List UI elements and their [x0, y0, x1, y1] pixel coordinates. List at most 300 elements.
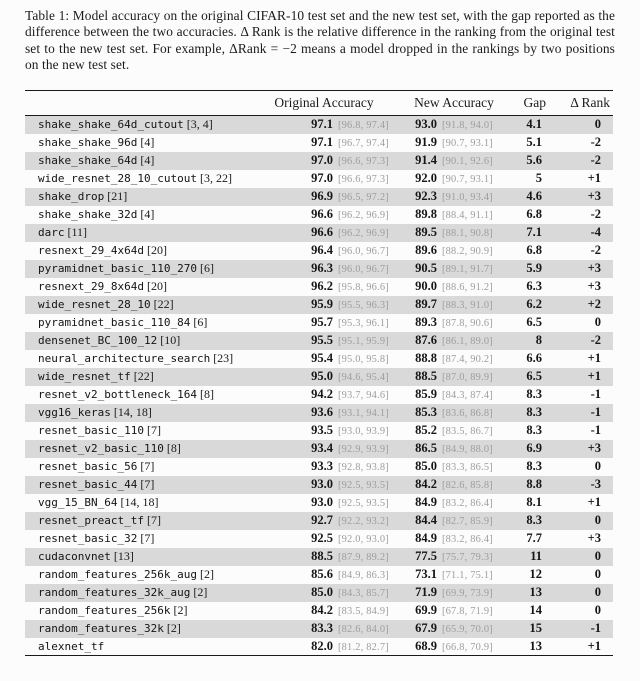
new-accuracy-ci: [66.8, 70.9] — [442, 641, 493, 653]
new-accuracy-ci: [82.7, 85.9] — [442, 516, 493, 528]
model-cell — [25, 494, 253, 512]
citation: [6] — [199, 261, 214, 276]
col-header-original-accuracy: Original Accuracy — [253, 91, 395, 116]
original-accuracy-cell — [253, 260, 395, 278]
results-table — [25, 90, 613, 656]
model-cell — [25, 170, 253, 188]
delta-rank-cell: 0 — [594, 585, 601, 600]
table-row — [25, 602, 613, 620]
model-name: densenet_BC_100_12 — [38, 334, 158, 348]
table-row — [25, 170, 613, 188]
original-accuracy-ci: [95.8, 96.6] — [338, 282, 389, 294]
delta-rank-cell: +1 — [587, 369, 601, 384]
model-cell — [25, 278, 253, 296]
gap-cell: 4.6 — [526, 189, 542, 204]
gap-cell: 5.6 — [526, 153, 542, 168]
col-header-gap: Gap — [513, 91, 553, 116]
model-name: wide_resnet_28_10_cutout — [38, 172, 197, 186]
original-accuracy-cell — [253, 602, 395, 620]
delta-rank-cell: -3 — [590, 477, 601, 492]
new-accuracy-ci: [87.4, 90.2] — [442, 354, 493, 366]
original-accuracy-ci: [96.2, 96.9] — [338, 228, 389, 240]
delta-rank-cell: +3 — [587, 531, 601, 546]
model-name: pyramidnet_basic_110_270 — [38, 262, 197, 276]
original-accuracy-value: 96.9 — [311, 189, 333, 204]
citation: [2] — [173, 603, 188, 618]
model-name: resnet_basic_32 — [38, 532, 138, 546]
gap-cell: 13 — [529, 638, 542, 653]
gap-cell: 8.3 — [526, 513, 542, 528]
new-accuracy-ci: [71.1, 75.1] — [442, 570, 493, 582]
gap-cell: 6.2 — [526, 297, 542, 312]
original-accuracy-value: 93.0 — [311, 477, 333, 492]
new-accuracy-value: 88.5 — [415, 369, 437, 384]
original-accuracy-value: 96.6 — [311, 225, 333, 240]
delta-rank-cell: +3 — [587, 189, 601, 204]
table-row — [25, 242, 613, 260]
col-header-model — [25, 91, 253, 116]
gap-cell: 5.1 — [526, 135, 542, 150]
new-accuracy-cell — [395, 638, 513, 656]
gap-cell: 12 — [529, 567, 542, 582]
new-accuracy-cell — [395, 152, 513, 170]
new-accuracy-cell — [395, 170, 513, 188]
delta-rank-cell: 0 — [594, 459, 601, 474]
original-accuracy-ci: [95.1, 95.9] — [338, 336, 389, 348]
new-accuracy-ci: [88.1, 90.8] — [442, 228, 493, 240]
table-row — [25, 440, 613, 458]
new-accuracy-cell — [395, 278, 513, 296]
original-accuracy-ci: [92.5, 93.5] — [338, 480, 389, 492]
original-accuracy-value: 95.4 — [311, 351, 333, 366]
original-accuracy-cell — [253, 386, 395, 404]
delta-rank-cell: 0 — [594, 117, 601, 132]
new-accuracy-ci: [83.5, 86.7] — [442, 426, 493, 438]
model-name: vgg_15_BN_64 — [38, 496, 118, 510]
original-accuracy-cell — [253, 314, 395, 332]
new-accuracy-cell — [395, 260, 513, 278]
model-cell — [25, 134, 253, 152]
model-cell — [25, 476, 253, 494]
citation: [10] — [160, 333, 181, 348]
original-accuracy-cell — [253, 188, 395, 206]
original-accuracy-ci: [92.0, 93.0] — [338, 534, 389, 546]
new-accuracy-cell — [395, 440, 513, 458]
new-accuracy-cell — [395, 224, 513, 242]
original-accuracy-value: 97.1 — [311, 117, 333, 132]
original-accuracy-value: 88.5 — [311, 549, 333, 564]
model-name: resnet_basic_56 — [38, 460, 138, 474]
new-accuracy-cell — [395, 296, 513, 314]
model-cell — [25, 332, 253, 350]
table-row — [25, 368, 613, 386]
delta-rank-cell: 0 — [594, 567, 601, 582]
table-row — [25, 206, 613, 224]
original-accuracy-ci: [96.5, 97.2] — [338, 192, 389, 204]
model-cell — [25, 188, 253, 206]
original-accuracy-cell — [253, 350, 395, 368]
model-cell — [25, 440, 253, 458]
delta-rank-cell: -2 — [590, 153, 601, 168]
original-accuracy-cell — [253, 404, 395, 422]
model-cell — [25, 296, 253, 314]
table-row — [25, 224, 613, 242]
new-accuracy-value: 93.0 — [415, 117, 437, 132]
new-accuracy-cell — [395, 620, 513, 638]
delta-rank-cell: +3 — [587, 279, 601, 294]
original-accuracy-cell — [253, 548, 395, 566]
gap-cell: 8.3 — [526, 405, 542, 420]
original-accuracy-value: 82.0 — [311, 638, 333, 653]
new-accuracy-ci: [91.8, 94.0] — [442, 120, 493, 132]
delta-rank-cell: +1 — [587, 351, 601, 366]
model-name: cudaconvnet — [38, 550, 111, 564]
citation: [7] — [146, 513, 161, 528]
model-cell — [25, 458, 253, 476]
new-accuracy-cell — [395, 116, 513, 134]
model-name: wide_resnet_tf — [38, 370, 131, 384]
delta-rank-cell: 0 — [594, 603, 601, 618]
new-accuracy-value: 91.4 — [415, 153, 437, 168]
new-accuracy-value: 89.5 — [415, 225, 437, 240]
new-accuracy-value: 71.9 — [415, 585, 437, 600]
model-cell — [25, 386, 253, 404]
original-accuracy-ci: [96.2, 96.9] — [338, 210, 389, 222]
new-accuracy-ci: [87.0, 89.9] — [442, 372, 493, 384]
table-row — [25, 530, 613, 548]
original-accuracy-ci: [93.7, 94.6] — [338, 390, 389, 402]
original-accuracy-cell — [253, 584, 395, 602]
new-accuracy-ci: [86.1, 89.0] — [442, 336, 493, 348]
new-accuracy-value: 90.0 — [415, 279, 437, 294]
new-accuracy-value: 68.9 — [415, 638, 437, 653]
gap-cell: 14 — [529, 603, 542, 618]
citation: [7] — [140, 531, 155, 546]
model-cell — [25, 152, 253, 170]
original-accuracy-value: 96.6 — [311, 207, 333, 222]
new-accuracy-value: 88.8 — [415, 351, 437, 366]
original-accuracy-ci: [96.6, 97.3] — [338, 174, 389, 186]
original-accuracy-cell — [253, 638, 395, 656]
new-accuracy-ci: [88.4, 91.1] — [442, 210, 493, 222]
model-cell — [25, 350, 253, 368]
citation: [11] — [67, 225, 88, 240]
gap-cell: 7.7 — [526, 531, 542, 546]
new-accuracy-cell — [395, 512, 513, 530]
new-accuracy-ci: [84.3, 87.4] — [442, 390, 493, 402]
citation: [8] — [166, 441, 181, 456]
model-cell — [25, 422, 253, 440]
gap-cell: 8.8 — [526, 477, 542, 492]
citation: [6] — [193, 315, 208, 330]
new-accuracy-cell — [395, 134, 513, 152]
original-accuracy-ci: [92.9, 93.9] — [338, 444, 389, 456]
model-name: resnet_v2_basic_110 — [38, 442, 164, 456]
delta-rank-cell: -2 — [590, 333, 601, 348]
original-accuracy-value: 94.2 — [311, 387, 333, 402]
original-accuracy-ci: [82.6, 84.0] — [338, 624, 389, 636]
new-accuracy-ci: [87.8, 90.6] — [442, 318, 493, 330]
new-accuracy-value: 84.4 — [415, 513, 437, 528]
new-accuracy-value: 84.9 — [415, 531, 437, 546]
original-accuracy-cell — [253, 368, 395, 386]
original-accuracy-value: 84.2 — [311, 603, 333, 618]
gap-cell: 11 — [530, 549, 542, 564]
delta-rank-cell: 0 — [594, 315, 601, 330]
original-accuracy-value: 92.5 — [311, 531, 333, 546]
model-name: pyramidnet_basic_110_84 — [38, 316, 191, 330]
original-accuracy-cell — [253, 620, 395, 638]
model-name: resnet_preact_tf — [38, 514, 144, 528]
citation: [22] — [133, 369, 154, 384]
original-accuracy-value: 95.0 — [311, 369, 333, 384]
citation: [2] — [193, 585, 208, 600]
table-row — [25, 260, 613, 278]
table-body — [25, 116, 613, 656]
new-accuracy-ci: [67.8, 71.9] — [442, 606, 493, 618]
new-accuracy-cell — [395, 548, 513, 566]
citation: [20] — [146, 243, 167, 258]
table-row — [25, 566, 613, 584]
table-row — [25, 296, 613, 314]
model-name: shake_shake_64d — [38, 154, 138, 168]
new-accuracy-cell — [395, 314, 513, 332]
new-accuracy-ci: [75.7, 79.3] — [442, 552, 493, 564]
model-cell — [25, 620, 253, 638]
citation: [13] — [113, 549, 134, 564]
table-row — [25, 350, 613, 368]
original-accuracy-value: 96.4 — [311, 243, 333, 258]
delta-rank-cell: -1 — [590, 405, 601, 420]
new-accuracy-ci: [90.7, 93.1] — [442, 174, 493, 186]
model-name: neural_architecture_search — [38, 352, 211, 366]
model-cell — [25, 260, 253, 278]
original-accuracy-value: 97.0 — [311, 153, 333, 168]
model-cell — [25, 602, 253, 620]
new-accuracy-value: 85.3 — [415, 405, 437, 420]
original-accuracy-cell — [253, 476, 395, 494]
col-header-delta-rank: Δ Rank — [553, 91, 613, 116]
gap-cell: 8.3 — [526, 423, 542, 438]
original-accuracy-ci: [95.3, 96.1] — [338, 318, 389, 330]
new-accuracy-ci: [82.6, 85.8] — [442, 480, 493, 492]
delta-rank-cell: -2 — [590, 135, 601, 150]
gap-cell: 7.1 — [526, 225, 542, 240]
model-cell — [25, 566, 253, 584]
model-name: wide_resnet_28_10 — [38, 298, 151, 312]
model-name: vgg16_keras — [38, 406, 111, 420]
original-accuracy-cell — [253, 242, 395, 260]
gap-cell: 5 — [535, 171, 542, 186]
table-row — [25, 476, 613, 494]
original-accuracy-cell — [253, 440, 395, 458]
model-name: darc — [38, 226, 65, 240]
new-accuracy-cell — [395, 188, 513, 206]
new-accuracy-value: 85.0 — [415, 459, 437, 474]
original-accuracy-ci: [95.5, 96.3] — [338, 300, 389, 312]
delta-rank-cell: +2 — [587, 297, 601, 312]
new-accuracy-cell — [395, 404, 513, 422]
new-accuracy-value: 86.5 — [415, 441, 437, 456]
original-accuracy-ci: [84.3, 85.7] — [338, 588, 389, 600]
citation: [21] — [107, 189, 128, 204]
paper-page — [0, 8, 640, 656]
delta-rank-cell: -4 — [590, 225, 601, 240]
original-accuracy-value: 85.6 — [311, 567, 333, 582]
new-accuracy-ci: [65.9, 70.0] — [442, 624, 493, 636]
model-name: shake_drop — [38, 190, 105, 204]
new-accuracy-cell — [395, 206, 513, 224]
citation: [4] — [140, 135, 155, 150]
table-row — [25, 404, 613, 422]
new-accuracy-ci: [90.1, 92.6] — [442, 156, 493, 168]
original-accuracy-cell — [253, 296, 395, 314]
model-name: resnext_29_8x64d — [38, 280, 144, 294]
citation: [7] — [140, 459, 155, 474]
new-accuracy-cell — [395, 476, 513, 494]
original-accuracy-ci: [81.2, 82.7] — [338, 641, 389, 653]
table-row — [25, 638, 613, 656]
new-accuracy-value: 92.3 — [415, 189, 437, 204]
gap-cell: 6.8 — [526, 243, 542, 258]
new-accuracy-cell — [395, 422, 513, 440]
gap-cell: 6.6 — [526, 351, 542, 366]
original-accuracy-value: 83.3 — [311, 621, 333, 636]
new-accuracy-value: 89.6 — [415, 243, 437, 258]
citation: [20] — [146, 279, 167, 294]
original-accuracy-value: 85.0 — [311, 585, 333, 600]
original-accuracy-cell — [253, 494, 395, 512]
original-accuracy-value: 93.4 — [311, 441, 333, 456]
table-row — [25, 458, 613, 476]
citation: [7] — [140, 477, 155, 492]
original-accuracy-ci: [96.7, 97.4] — [338, 138, 389, 150]
original-accuracy-value: 95.9 — [311, 297, 333, 312]
original-accuracy-cell — [253, 134, 395, 152]
original-accuracy-ci: [96.0, 96.7] — [338, 246, 389, 258]
gap-cell: 8 — [535, 333, 542, 348]
citation: [2] — [199, 567, 214, 582]
original-accuracy-value: 96.2 — [311, 279, 333, 294]
new-accuracy-cell — [395, 368, 513, 386]
new-accuracy-value: 84.9 — [415, 495, 437, 510]
new-accuracy-value: 89.3 — [415, 315, 437, 330]
delta-rank-cell: +3 — [587, 441, 601, 456]
original-accuracy-value: 95.5 — [311, 333, 333, 348]
original-accuracy-value: 92.7 — [311, 513, 333, 528]
new-accuracy-ci: [88.2, 90.9] — [442, 246, 493, 258]
citation: [8] — [199, 387, 214, 402]
original-accuracy-cell — [253, 224, 395, 242]
model-name: random_features_256k — [38, 604, 171, 618]
new-accuracy-value: 92.0 — [415, 171, 437, 186]
model-name: resnet_v2_bottleneck_164 — [38, 388, 197, 402]
table-row — [25, 332, 613, 350]
new-accuracy-value: 77.5 — [415, 549, 437, 564]
new-accuracy-ci: [84.9, 88.0] — [442, 444, 493, 456]
new-accuracy-value: 89.7 — [415, 297, 437, 312]
model-cell — [25, 404, 253, 422]
original-accuracy-cell — [253, 152, 395, 170]
new-accuracy-cell — [395, 494, 513, 512]
new-accuracy-cell — [395, 584, 513, 602]
table-row — [25, 278, 613, 296]
original-accuracy-ci: [95.0, 95.8] — [338, 354, 389, 366]
model-name: random_features_32k_aug — [38, 586, 191, 600]
new-accuracy-ci: [83.3, 86.5] — [442, 462, 493, 474]
citation: [2] — [166, 621, 181, 636]
new-accuracy-value: 69.9 — [415, 603, 437, 618]
model-cell — [25, 530, 253, 548]
model-name: alexnet_tf — [38, 639, 105, 653]
new-accuracy-cell — [395, 350, 513, 368]
model-cell — [25, 638, 253, 656]
new-accuracy-ci: [88.3, 91.0] — [442, 300, 493, 312]
table-row — [25, 548, 613, 566]
table-row — [25, 386, 613, 404]
gap-cell: 6.5 — [526, 315, 542, 330]
delta-rank-cell: 0 — [594, 549, 601, 564]
new-accuracy-ci: [90.7, 93.1] — [442, 138, 493, 150]
delta-rank-cell: +1 — [587, 495, 601, 510]
model-cell — [25, 224, 253, 242]
new-accuracy-cell — [395, 242, 513, 260]
gap-cell: 6.3 — [526, 279, 542, 294]
gap-cell: 6.8 — [526, 207, 542, 222]
gap-cell: 8.3 — [526, 459, 542, 474]
original-accuracy-value: 93.6 — [311, 405, 333, 420]
original-accuracy-cell — [253, 422, 395, 440]
table-row — [25, 494, 613, 512]
new-accuracy-ci: [88.6, 91.2] — [442, 282, 493, 294]
delta-rank-cell: -1 — [590, 387, 601, 402]
original-accuracy-cell — [253, 116, 395, 134]
original-accuracy-value: 93.0 — [311, 495, 333, 510]
new-accuracy-value: 67.9 — [415, 621, 437, 636]
model-name: random_features_32k — [38, 622, 164, 636]
new-accuracy-ci: [83.2, 86.4] — [442, 498, 493, 510]
table-row — [25, 314, 613, 332]
original-accuracy-ci: [83.5, 84.9] — [338, 606, 389, 618]
original-accuracy-ci: [92.5, 93.5] — [338, 498, 389, 510]
new-accuracy-value: 85.2 — [415, 423, 437, 438]
original-accuracy-ci: [93.0, 93.9] — [338, 426, 389, 438]
model-cell — [25, 206, 253, 224]
original-accuracy-value: 95.7 — [311, 315, 333, 330]
gap-cell: 8.3 — [526, 387, 542, 402]
gap-cell: 6.5 — [526, 369, 542, 384]
new-accuracy-ci: [91.0, 93.4] — [442, 192, 493, 204]
new-accuracy-value: 91.9 — [415, 135, 437, 150]
delta-rank-cell: -2 — [590, 243, 601, 258]
table-header-row — [25, 91, 613, 116]
delta-rank-cell: -2 — [590, 207, 601, 222]
model-name: resnet_basic_44 — [38, 478, 138, 492]
new-accuracy-ci: [89.1, 91.7] — [442, 264, 493, 276]
original-accuracy-cell — [253, 512, 395, 530]
original-accuracy-ci: [96.6, 97.3] — [338, 156, 389, 168]
original-accuracy-value: 93.5 — [311, 423, 333, 438]
new-accuracy-ci: [69.9, 73.9] — [442, 588, 493, 600]
original-accuracy-cell — [253, 566, 395, 584]
delta-rank-cell: 0 — [594, 513, 601, 528]
original-accuracy-cell — [253, 278, 395, 296]
table-row — [25, 584, 613, 602]
original-accuracy-cell — [253, 206, 395, 224]
new-accuracy-ci: [83.2, 86.4] — [442, 534, 493, 546]
new-accuracy-cell — [395, 566, 513, 584]
model-cell — [25, 512, 253, 530]
